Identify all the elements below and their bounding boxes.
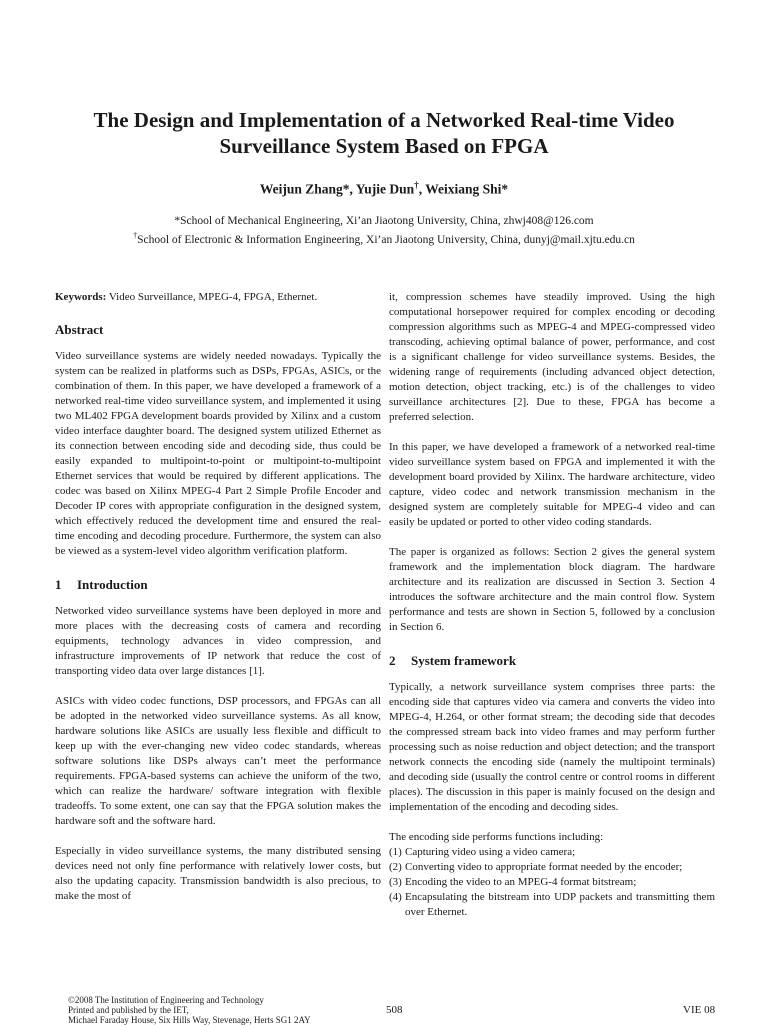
affiliation-2: [40, 231, 728, 246]
copyright-line: ©2008 The Institution of Engineering and Technology: [68, 995, 264, 1005]
intro-paragraph-2: ASICs with video codec functions, DSP processors, and FPGAs can all be adopted in the networked video surveillance systems. As all know, hardware solutions like ASICs are usually less flexible and difficult to keep up with the ever-changing new video codec standards, whereas software solutions like DSPs always can’t meet the performance requirements. FPGA-based systems can achieve the uniform of the two, which can realize the hardware/ software integration with flexible tradeoffs. To some extent, one can say that the FPGA solution makes the hardware soft and the software hard.: [55, 695, 381, 827]
intro-paragraph-3: Especially in video surveillance systems, the many distributed sensing devices need not only fine performance with relatively lower costs, but also the updating capacity. Transmission bandwidth is also precious, to make the most of: [55, 845, 381, 902]
list-item: (2) Converting video to appropriate format needed by the encoder;: [389, 861, 683, 873]
intro-paragraph-3-continued: it, compression schemes have steadily improved. Using the high computational horsepower required for complex encoding or decoding compression algorithms such as MPEG-4 and MPEG-compressed video transcoding, achieving optimal balance of power, performance, and cost is a significant challenge for video surveillance systems. Besides, the widening range of requirements (including advanced object detection, motion detection, object tracking, etc.) is of the challenges to video surveillance architectures [2]. Due to these, FPGA has become a preferred selection.: [389, 291, 715, 423]
list-item: (4) Encapsulating the bitstream into UDP packets and transmitting them over Ethernet.: [389, 891, 715, 918]
framework-paragraph-1: Typically, a network surveillance system comprises three parts: the encoding side that captures video via camera and converts the video into MPEG-4, H.264, or other format stream; the decoding side that decodes the compressed stream back into video frames and may perform further processing such as noise reduction and object detection; and the transport network connects the encoding side (namely the multipoint terminals) and decoding side (usually the control centre or control rooms in different places). The discussion in this paper is mainly focused on the design and implementation of the encoding and decoding sides.: [389, 681, 715, 813]
intro-title: Introduction: [77, 577, 148, 592]
framework-paragraph-2: The encoding side performs functions including:: [389, 831, 604, 843]
keywords: [55, 290, 381, 305]
author-1: Weijun Zhang*: [259, 181, 350, 197]
abstract-heading: Abstract: [55, 322, 104, 337]
conference-code: VIE 08: [683, 1004, 716, 1016]
keywords-text: Video Surveillance, MPEG-4, FPGA, Ethernet.: [108, 291, 318, 303]
paper-title: The Design and Implementation of a Networked Real-time Video Surveillance System Based on FPGA: [93, 108, 675, 158]
intro-paragraph-5: The paper is organized as follows: Section 2 gives the general system framework and the implementation block diagram. The hardware architecture and its realization are discussed in Section 3. Section 4 introduces the software architecture and the main control flow. System performance and tests are shown in Section 5, followed by a conclusion in Section 6.: [389, 546, 715, 633]
affiliation-2-text: School of Electronic & Information Engineering, Xi’an Jiaotong University, China, dunyj@mail.xjtu.edu.cn: [137, 233, 635, 246]
framework-title: System framework: [411, 653, 517, 668]
affiliation-2-mark: †: [133, 231, 138, 240]
list-item: (1) Capturing video using a video camera;: [389, 846, 576, 858]
framework-heading: [389, 653, 715, 669]
copyright-footer: [60, 995, 311, 1025]
author-list: Weijun Zhang*, Yujie Dun†, Weixiang Shi*: [259, 180, 509, 197]
framework-number: 2: [389, 653, 396, 668]
intro-heading: [55, 577, 381, 593]
left-column: [55, 290, 381, 919]
encoding-functions-list: [389, 845, 715, 920]
author-3: Weixiang Shi*: [425, 181, 509, 197]
address-line: Michael Faraday House, Six Hills Way, Stevenage, Herts SG1 2AY: [68, 1015, 311, 1025]
intro-number: 1: [55, 577, 62, 592]
right-column: [389, 290, 715, 920]
intro-paragraph-4: In this paper, we have developed a framework of a networked real-time video surveillance system based on FPGA and implemented it with the development board provided by Xilinx. The hardware architecture, video capture, video codec and network transmission mechanism in the designed system are completely suitable for MPEG-4 video and can easily be updated or ported to other video coding standards.: [389, 441, 715, 528]
affiliation-1: *School of Mechanical Engineering, Xi’an Jiaotong University, China, zhwj408@126.com: [174, 215, 594, 227]
author-2: Yujie Dun: [355, 181, 415, 197]
intro-paragraph-1: Networked video surveillance systems have been deployed in more and more places with the decreasing costs of camera and recording equipments, technology advances in video compression, and infrastructure improvements of IP network that reduce the cost of transporting video data over large distances [1].: [55, 605, 381, 677]
author-2-mark: †: [414, 180, 419, 190]
list-item: (3) Encoding the video to an MPEG-4 format bitstream;: [389, 876, 637, 888]
publisher-line: Printed and published by the IET,: [68, 1005, 189, 1015]
abstract-text: Video surveillance systems are widely needed nowadays. Typically the system can be realized in platforms such as DSPs, FPGAs, ASICs, or the combination of them. In this paper, we have developed a framework of a networked real-time video surveillance system, and implemented it using two ML402 FPGA development boards provided by Xilinx and a custom video interface daughter board. The designed system utilized Ethernet as its connection between encoding side and decoding side, thus could be easily expanded to multipoint-to-point or multipoint-to-multipoint Ethernet services that would be required by different applications. The codec was based on Xilinx MPEG-4 Part 2 Simple Profile Encoder and Decoder IP cores with appropriate configuration in the designed system, which effectively reduced the development time and ensured the real-time encoding and decoding procedure. Furthermore, the system can also be viewed as a system-level video algorithm verification platform.: [55, 350, 381, 557]
page-number: 508: [386, 1004, 403, 1016]
keywords-label: Keywords:: [55, 291, 107, 303]
